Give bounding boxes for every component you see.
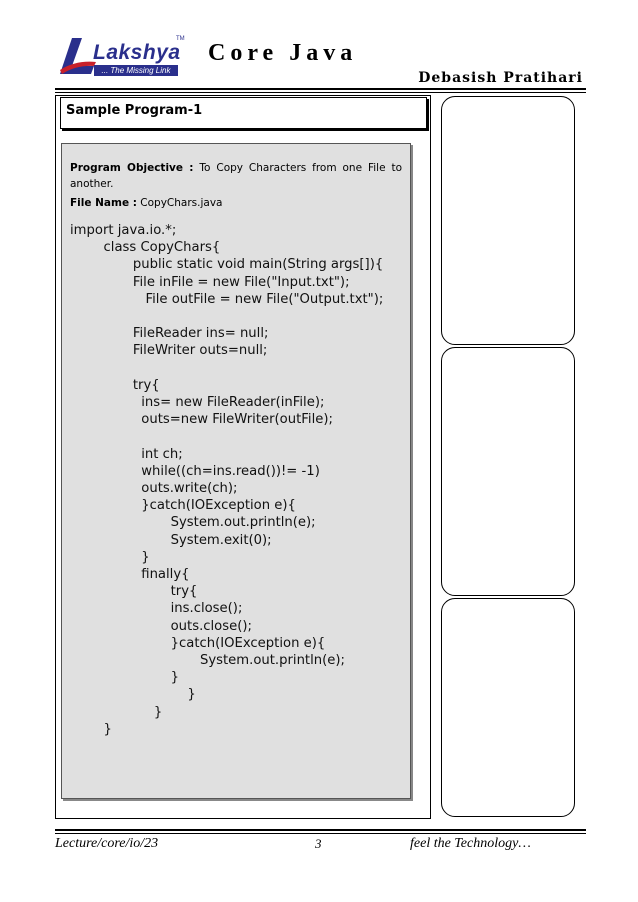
filename-label: File Name : — [70, 197, 137, 209]
logo-tagline: ... The Missing Link — [94, 65, 178, 76]
program-objective — [70, 160, 402, 192]
header-divider — [55, 88, 586, 90]
page-title: Core Java — [208, 40, 358, 66]
program-filename — [70, 197, 222, 209]
logo-trademark: TM — [176, 36, 185, 42]
page-number: 3 — [315, 836, 322, 851]
code-listing: import java.io.*; class CopyChars{ public static void main(String args[]){ File inFile = new File("Input.txt"); File outFile = new File("Output.txt"); FileReader ins= null; FileWriter outs=null; try{ ins= new FileReader(inFile); outs=new FileWriter(outFile); int ch; while((ch=ins.read())!= -1) outs.write(ch); }catch(IOException e){ System.out.println(e); System.exit(0); } finally{ try{ ins.close(); outs.close(); }catch(IOException e){ System.out.println(e); } } } } — [70, 223, 384, 737]
objective-label: Program Objective : — [70, 162, 194, 174]
filename-value: CopyChars.java — [140, 197, 223, 209]
objective-text: To Copy Characters from one File to another. — [70, 162, 402, 190]
notes-box-1 — [441, 96, 575, 345]
notes-box-3 — [441, 598, 575, 817]
footer-divider — [55, 829, 586, 831]
author-name: Debasish Pratihari — [418, 70, 583, 86]
header-divider-thin — [55, 92, 586, 93]
footer-divider-thin — [55, 833, 586, 834]
footer-tagline: feel the Technology… — [410, 836, 531, 851]
program-box — [61, 143, 411, 799]
footer-reference: Lecture/core/io/23 — [55, 836, 159, 851]
logo-swoosh-icon — [58, 36, 98, 76]
section-heading-box — [60, 97, 427, 129]
notes-box-2 — [441, 347, 575, 596]
section-heading: Sample Program-1 — [66, 103, 203, 118]
lakshya-logo — [58, 36, 188, 80]
logo-name: Lakshya — [93, 41, 181, 64]
